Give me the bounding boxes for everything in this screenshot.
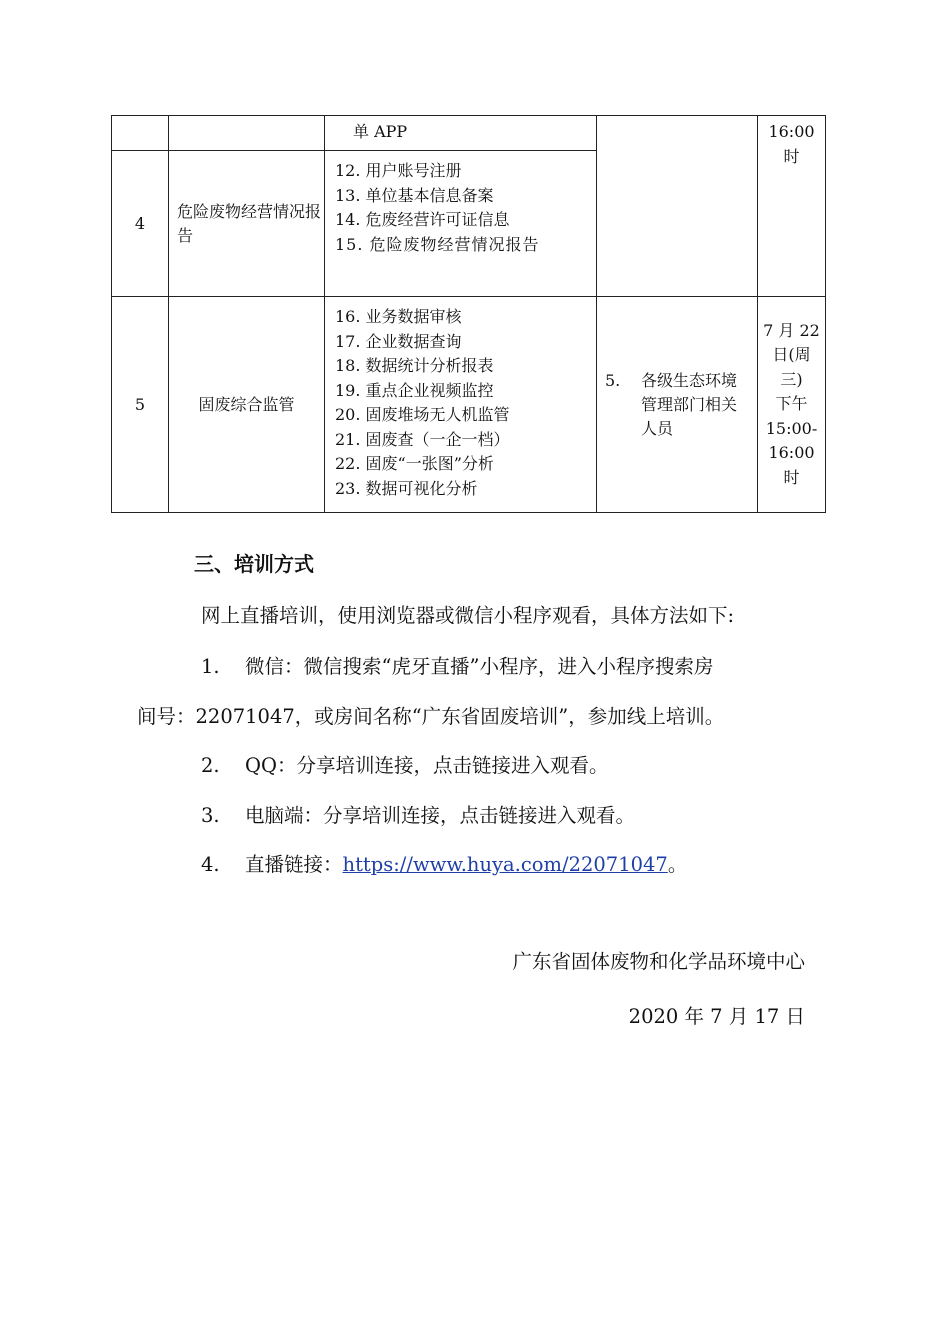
item-number: 4. — [201, 853, 220, 876]
audience-cell — [597, 297, 758, 513]
list-item: 21. 固废查（一企一档） — [335, 429, 510, 449]
list-item: 13. 单位基本信息备案 — [335, 185, 494, 205]
item-text: 电脑端：分享培训连接，点击链接进入观看。 — [245, 804, 636, 827]
row-number: 4 — [112, 151, 169, 297]
time-line: 下午 — [775, 394, 808, 414]
signature-org: 广东省固体废物和化学品环境中心 — [512, 950, 805, 973]
list-item: 17. 企业数据查询 — [335, 331, 462, 351]
audience-number: 5. — [605, 370, 621, 390]
time-line: 时 — [783, 467, 800, 487]
list-item: 20. 固废堆场无人机监管 — [335, 405, 510, 424]
item-suffix: 。 — [667, 853, 688, 876]
schedule-table — [111, 115, 826, 513]
list-item: 23. 数据可视化分析 — [335, 478, 478, 498]
time-cell — [758, 116, 826, 297]
method-item-1 — [201, 651, 713, 679]
method-item-4 — [201, 849, 687, 877]
module-name: 危险废物经营情况报告 — [169, 151, 325, 297]
time-cell — [758, 297, 826, 513]
list-item: 16. 业务数据审核 — [335, 307, 462, 326]
table-row — [112, 297, 826, 513]
list-item: 14. 危废经营许可证信息 — [335, 210, 510, 229]
list-item: 单 APP — [353, 122, 408, 141]
audience-text: 各级生态环境管理部门相关人员 — [641, 370, 738, 438]
module-name — [169, 116, 325, 151]
function-list — [325, 116, 597, 151]
item-text: 微信：微信搜索“虎牙直播”小程序，进入小程序搜索房 — [245, 655, 714, 678]
audience-cell — [597, 116, 758, 297]
intro-paragraph: 网上直播培训，使用浏览器或微信小程序观看，具体方法如下: — [201, 604, 735, 627]
list-item: 22. 固废“一张图”分析 — [335, 454, 494, 473]
item-number: 3. — [201, 804, 220, 827]
section-heading: 三、培训方式 — [194, 552, 314, 576]
item-text: QQ：分享培训连接，点击链接进入观看。 — [245, 754, 609, 777]
method-item-3 — [201, 800, 635, 828]
module-name: 固废综合监管 — [169, 297, 325, 513]
function-list — [325, 297, 597, 513]
table-row — [112, 116, 826, 151]
time-line: 15:00-16:00 — [765, 418, 818, 463]
signature-date: 2020 年 7 月 17 日 — [628, 1005, 805, 1028]
time-line: 7 月 22 日(周三) — [763, 320, 820, 389]
list-item: 12. 用户账号注册 — [335, 161, 462, 180]
row-number — [112, 116, 169, 151]
item-number: 1. — [201, 655, 220, 678]
list-item: 19. 重点企业视频监控 — [335, 380, 494, 400]
row-number: 5 — [112, 297, 169, 513]
function-list — [325, 151, 597, 297]
list-item: 15. 危险废物经营情况报告 — [335, 234, 540, 254]
time-line: 16:00 时 — [768, 122, 815, 166]
item-label: 直播链接： — [245, 853, 343, 876]
live-stream-link[interactable]: https://www.huya.com/22071047 — [342, 853, 668, 876]
list-item: 18. 数据统计分析报表 — [335, 356, 494, 375]
method-item-2 — [201, 750, 608, 778]
item-number: 2. — [201, 754, 220, 777]
method-item-1-continued: 间号：22071047，或房间名称“广东省固废培训”，参加线上培训。 — [137, 705, 725, 728]
